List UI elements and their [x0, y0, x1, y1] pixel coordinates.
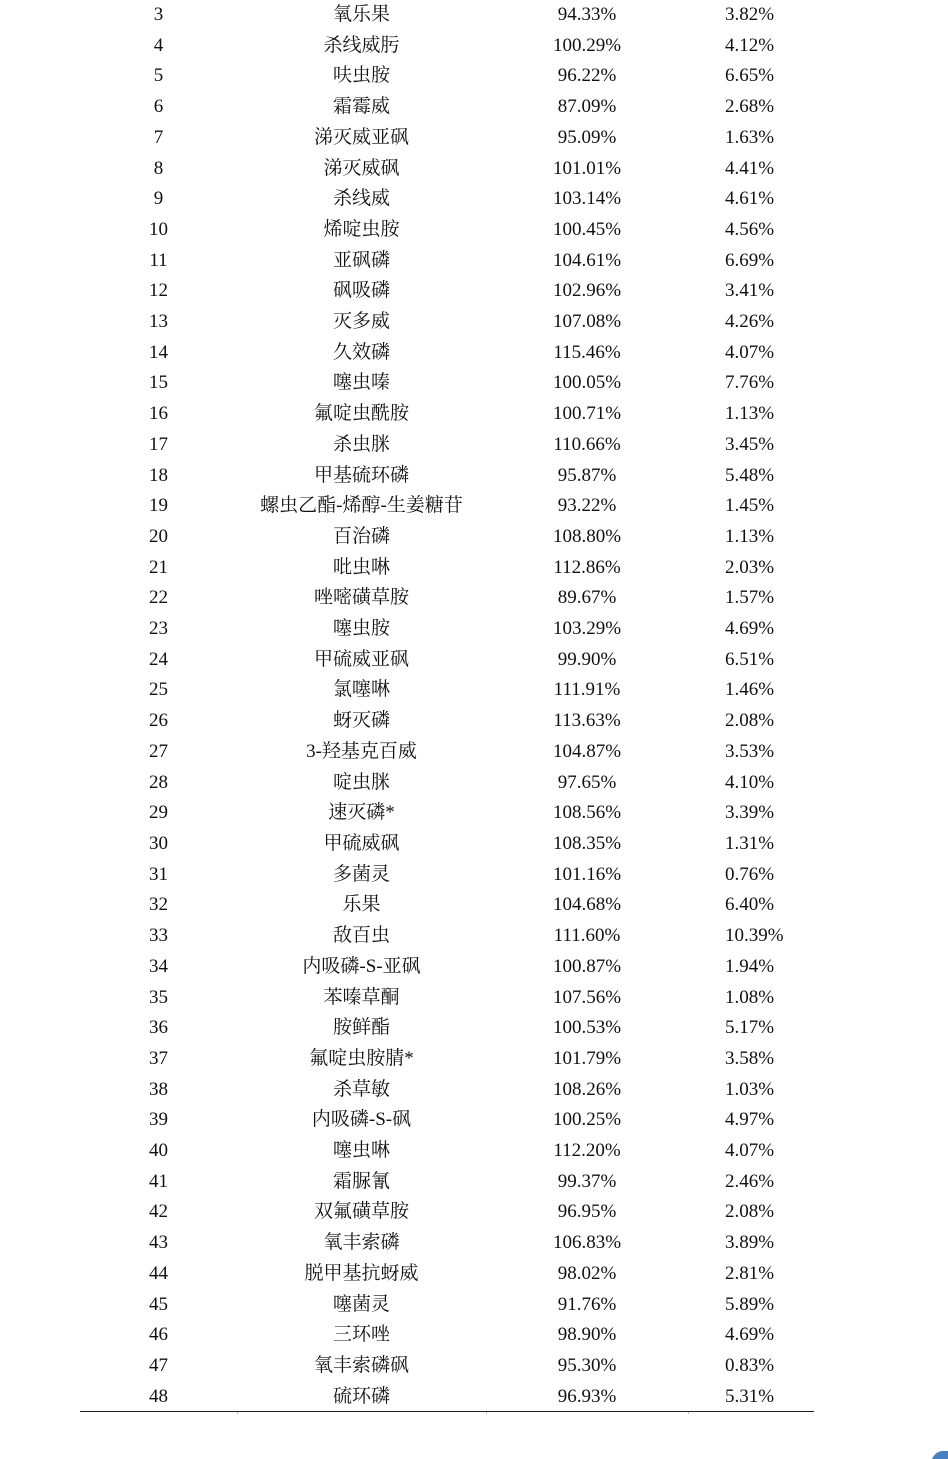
table-row: [80, 61, 814, 92]
recovery-rate-cell: 96.95%: [557, 1201, 617, 1223]
rsd-value-cell: 1.31%: [725, 832, 775, 854]
rsd-value-cell: 3.39%: [725, 802, 775, 824]
table-row: [80, 1228, 814, 1259]
rsd-value-cell: 3.82%: [725, 4, 775, 25]
table-row: [80, 430, 814, 461]
table-row: [80, 706, 814, 737]
rsd-value-cell: 1.46%: [725, 679, 775, 701]
row-number-cell: 25: [149, 679, 168, 701]
compound-name-cell: 杀线威: [332, 188, 390, 210]
recovery-rate-cell: 111.60%: [553, 925, 621, 947]
row-number-cell: 6: [153, 96, 164, 118]
compound-name-cell: 灭多威: [332, 311, 390, 333]
table-row: [80, 0, 814, 31]
row-number-cell: 47: [149, 1354, 168, 1376]
rsd-value-cell: 2.68%: [725, 96, 775, 118]
compound-name-cell: 三环唑: [332, 1324, 390, 1346]
rsd-value-cell: 1.94%: [725, 955, 775, 977]
rsd-value-cell: 1.08%: [725, 986, 775, 1008]
row-number-cell: 29: [149, 802, 168, 824]
row-number-cell: 27: [149, 740, 168, 762]
compound-name-cell: 蚜灭磷: [332, 710, 390, 732]
compound-name-cell: 甲硫威亚砜: [313, 648, 409, 670]
compound-name-cell: 氯噻啉: [332, 679, 390, 701]
recovery-rate-cell: 100.05%: [552, 372, 622, 394]
recovery-rate-cell: 107.56%: [552, 986, 622, 1008]
compound-name-cell: 霜霉威: [332, 96, 390, 118]
recovery-rate-cell: 96.22%: [557, 65, 617, 87]
recovery-rate-cell: 95.87%: [557, 464, 617, 486]
row-number-cell: 24: [149, 648, 168, 670]
compound-name-cell: 螺虫乙酯-烯醇-生姜糖苷: [260, 495, 463, 517]
recovery-rate-cell: 94.33%: [557, 4, 617, 25]
row-number-cell: 41: [149, 1170, 168, 1192]
recovery-rate-cell: 100.53%: [552, 1017, 622, 1039]
compound-name-cell: 杀线威肟: [323, 34, 400, 56]
recovery-rate-cell: 99.37%: [557, 1170, 617, 1192]
rsd-value-cell: 1.45%: [725, 495, 775, 517]
row-number-cell: 35: [149, 986, 168, 1008]
compound-name-cell: 涕灭威亚砜: [313, 126, 409, 148]
row-number-cell: 23: [149, 618, 168, 640]
recovery-rate-cell: 108.80%: [552, 525, 622, 547]
table-row: [80, 921, 814, 952]
rsd-value-cell: 3.58%: [725, 1047, 775, 1069]
table-row: [80, 1320, 814, 1351]
row-number-cell: 26: [149, 710, 168, 732]
recovery-rate-cell: 96.93%: [557, 1385, 617, 1407]
compound-name-cell: 杀草敏: [332, 1078, 390, 1100]
compound-name-cell: 甲硫威砜: [323, 832, 400, 854]
results-table-container: [80, 0, 814, 1412]
row-number-cell: 4: [153, 34, 164, 56]
table-row: [80, 307, 814, 338]
table-row: [80, 1105, 814, 1136]
row-number-cell: 43: [149, 1232, 168, 1254]
recovery-rate-cell: 112.86%: [553, 556, 621, 578]
table-row: [80, 890, 814, 921]
rsd-value-cell: 4.26%: [725, 311, 775, 333]
compound-name-cell: 多菌灵: [332, 863, 390, 885]
table-bottom-rule: [80, 1411, 814, 1412]
compound-name-cell: 敌百虫: [332, 925, 390, 947]
recovery-rate-cell: 108.26%: [552, 1078, 622, 1100]
recovery-rate-cell: 98.02%: [557, 1262, 617, 1284]
recovery-rate-cell: 108.35%: [552, 832, 622, 854]
recovery-rate-cell: 87.09%: [557, 96, 617, 118]
rsd-value-cell: 2.08%: [725, 710, 775, 732]
row-number-cell: 20: [149, 525, 168, 547]
rsd-value-cell: 4.41%: [725, 157, 775, 179]
rsd-value-cell: 3.45%: [725, 433, 775, 455]
table-row: [80, 983, 814, 1014]
rsd-value-cell: 1.57%: [725, 587, 775, 609]
row-number-cell: 11: [149, 249, 168, 271]
compound-name-cell: 乐果: [342, 894, 381, 916]
rsd-value-cell: 6.51%: [725, 648, 775, 670]
table-row: [80, 1197, 814, 1228]
row-number-cell: 8: [153, 157, 164, 179]
compound-name-cell: 苯嗪草酮: [323, 986, 400, 1008]
recovery-rate-cell: 97.65%: [557, 771, 617, 793]
rsd-value-cell: 3.89%: [725, 1232, 775, 1254]
table-row: [80, 1013, 814, 1044]
recovery-rate-cell: 100.71%: [552, 403, 622, 425]
rsd-value-cell: 4.56%: [725, 218, 775, 240]
recovery-rate-cell: 91.76%: [557, 1293, 617, 1315]
rsd-value-cell: 0.76%: [725, 863, 775, 885]
table-row: [80, 798, 814, 829]
recovery-rate-cell: 107.08%: [552, 311, 622, 333]
compound-name-cell: 唑嘧磺草胺: [313, 587, 409, 609]
table-row: [80, 829, 814, 860]
table-row: [80, 246, 814, 277]
compound-name-cell: 霜脲氰: [332, 1170, 390, 1192]
compound-name-cell: 烯啶虫胺: [323, 218, 400, 240]
recovery-rate-cell: 101.79%: [552, 1047, 622, 1069]
recovery-rate-cell: 100.45%: [552, 218, 622, 240]
table-row: [80, 522, 814, 553]
table-row: [80, 1075, 814, 1106]
recovery-rate-cell: 108.56%: [552, 802, 622, 824]
table-row: [80, 154, 814, 185]
rsd-value-cell: 4.97%: [725, 1109, 775, 1131]
rsd-value-cell: 6.69%: [725, 249, 775, 271]
compound-name-cell: 久效磷: [332, 341, 390, 363]
row-number-cell: 17: [149, 433, 168, 455]
row-number-cell: 18: [149, 464, 168, 486]
row-number-cell: 48: [149, 1385, 168, 1407]
table-row: [80, 461, 814, 492]
rsd-value-cell: 5.17%: [725, 1017, 775, 1039]
recovery-rate-cell: 101.01%: [552, 157, 622, 179]
table-row: [80, 1382, 814, 1413]
rsd-value-cell: 4.07%: [725, 341, 775, 363]
compound-name-cell: 亚砜磷: [332, 249, 390, 271]
compound-name-cell: 噻虫嗪: [332, 372, 390, 394]
rsd-value-cell: 4.69%: [725, 1324, 775, 1346]
table-row: [80, 276, 814, 307]
row-number-cell: 30: [149, 832, 168, 854]
recovery-rate-cell: 115.46%: [553, 341, 621, 363]
row-number-cell: 37: [149, 1047, 168, 1069]
row-number-cell: 16: [149, 403, 168, 425]
compound-name-cell: 内吸磷-S-砜: [311, 1109, 412, 1131]
rsd-value-cell: 5.31%: [725, 1385, 775, 1407]
compound-name-cell: 速灭磷*: [328, 802, 395, 824]
recovery-rate-cell: 113.63%: [553, 710, 621, 732]
rsd-value-cell: 3.53%: [725, 740, 775, 762]
row-number-cell: 46: [149, 1324, 168, 1346]
table-row: [80, 215, 814, 246]
table-row: [80, 368, 814, 399]
recovery-rate-cell: 103.29%: [552, 618, 622, 640]
compound-name-cell: 氟啶虫胺腈*: [309, 1047, 414, 1069]
compound-name-cell: 胺鲜酯: [332, 1017, 390, 1039]
compound-name-cell: 涕灭威砜: [323, 157, 400, 179]
recovery-rate-cell: 100.25%: [552, 1109, 622, 1131]
recovery-rate-cell: 99.90%: [557, 648, 617, 670]
row-number-cell: 12: [149, 280, 168, 302]
row-number-cell: 13: [149, 311, 168, 333]
row-number-cell: 22: [149, 587, 168, 609]
recovery-rate-cell: 102.96%: [552, 280, 622, 302]
table-row: [80, 1290, 814, 1321]
recovery-rate-cell: 95.30%: [557, 1354, 617, 1376]
compound-name-cell: 氧丰索磷砜: [313, 1354, 409, 1376]
table-row: [80, 338, 814, 369]
table-row: [80, 184, 814, 215]
recovery-rate-cell: 104.68%: [552, 894, 622, 916]
row-number-cell: 40: [149, 1140, 168, 1162]
row-number-cell: 32: [149, 894, 168, 916]
table-row: [80, 952, 814, 983]
rsd-value-cell: 5.48%: [725, 464, 775, 486]
table-row: [80, 399, 814, 430]
row-number-cell: 44: [149, 1262, 168, 1284]
compound-name-cell: 硫环磷: [332, 1385, 390, 1407]
table-row: [80, 31, 814, 62]
compound-name-cell: 氧乐果: [332, 4, 390, 25]
recovery-rate-cell: 104.61%: [552, 249, 622, 271]
row-number-cell: 7: [153, 126, 164, 148]
recovery-rate-cell: 100.29%: [552, 34, 622, 56]
compound-name-cell: 呋虫胺: [332, 65, 390, 87]
recovery-rate-cell: 89.67%: [557, 587, 617, 609]
table-row: [80, 491, 814, 522]
rsd-value-cell: 0.83%: [725, 1354, 775, 1376]
row-number-cell: 14: [149, 341, 168, 363]
row-number-cell: 42: [149, 1201, 168, 1223]
row-number-cell: 21: [149, 556, 168, 578]
compound-name-cell: 甲基硫环磷: [313, 464, 409, 486]
table-row: [80, 1167, 814, 1198]
rsd-value-cell: 4.12%: [725, 34, 775, 56]
recovery-rate-cell: 112.20%: [553, 1140, 621, 1162]
table-row: [80, 92, 814, 123]
compound-name-cell: 氟啶虫酰胺: [313, 403, 409, 425]
rsd-value-cell: 1.63%: [725, 126, 775, 148]
rsd-value-cell: 4.61%: [725, 188, 775, 210]
recovery-results-table: [80, 0, 814, 1412]
row-number-cell: 45: [149, 1293, 168, 1315]
table-row: [80, 553, 814, 584]
recovery-rate-cell: 93.22%: [557, 495, 617, 517]
rsd-value-cell: 4.69%: [725, 618, 775, 640]
compound-name-cell: 噻菌灵: [332, 1293, 390, 1315]
rsd-value-cell: 4.07%: [725, 1140, 775, 1162]
table-row: [80, 123, 814, 154]
rsd-value-cell: 4.10%: [725, 771, 775, 793]
row-number-cell: 38: [149, 1078, 168, 1100]
compound-name-cell: 吡虫啉: [332, 556, 390, 578]
table-row: [80, 675, 814, 706]
table-row: [80, 1351, 814, 1382]
compound-name-cell: 杀虫脒: [332, 433, 390, 455]
row-number-cell: 33: [149, 925, 168, 947]
row-number-cell: 19: [149, 495, 168, 517]
rsd-value-cell: 2.03%: [725, 556, 775, 578]
row-number-cell: 36: [149, 1017, 168, 1039]
table-row: [80, 860, 814, 891]
recovery-rate-cell: 101.16%: [552, 863, 622, 885]
column-divider-tick: [688, 1412, 689, 1414]
rsd-value-cell: 2.08%: [725, 1201, 775, 1223]
rsd-value-cell: 3.41%: [725, 280, 775, 302]
column-divider-tick: [237, 1412, 238, 1414]
table-row: [80, 614, 814, 645]
compound-name-cell: 双氟磺草胺: [313, 1201, 409, 1223]
compound-name-cell: 啶虫脒: [332, 771, 390, 793]
table-row: [80, 1259, 814, 1290]
row-number-cell: 10: [149, 218, 168, 240]
row-number-cell: 31: [149, 863, 168, 885]
compound-name-cell: 百治磷: [332, 525, 390, 547]
row-number-cell: 5: [153, 65, 164, 87]
rsd-value-cell: 1.13%: [725, 525, 775, 547]
row-number-cell: 39: [149, 1109, 168, 1131]
rsd-value-cell: 7.76%: [725, 372, 775, 394]
column-divider-tick: [486, 1412, 487, 1414]
row-number-cell: 3: [153, 4, 164, 25]
recovery-rate-cell: 110.66%: [553, 433, 621, 455]
recovery-rate-cell: 104.87%: [552, 740, 622, 762]
compound-name-cell: 3-羟基克百威: [306, 740, 417, 762]
table-row: [80, 645, 814, 676]
rsd-value-cell: 6.40%: [725, 894, 775, 916]
table-row: [80, 737, 814, 768]
recovery-rate-cell: 100.87%: [552, 955, 622, 977]
compound-name-cell: 内吸磷-S-亚砜: [302, 955, 421, 977]
blue-corner-logo-icon: [930, 1449, 948, 1459]
compound-name-cell: 砜吸磷: [332, 280, 390, 302]
compound-name-cell: 噻虫啉: [332, 1140, 390, 1162]
recovery-rate-cell: 95.09%: [557, 126, 617, 148]
table-row: [80, 1136, 814, 1167]
table-row: [80, 768, 814, 799]
rsd-value-cell: 1.13%: [725, 403, 775, 425]
row-number-cell: 28: [149, 771, 168, 793]
rsd-value-cell: 6.65%: [725, 65, 775, 87]
table-row: [80, 583, 814, 614]
compound-name-cell: 氧丰索磷: [323, 1232, 400, 1254]
rsd-value-cell: 10.39%: [725, 925, 784, 947]
row-number-cell: 15: [149, 372, 168, 394]
recovery-rate-cell: 98.90%: [557, 1324, 617, 1346]
rsd-value-cell: 1.03%: [725, 1078, 775, 1100]
recovery-rate-cell: 103.14%: [552, 188, 622, 210]
rsd-value-cell: 2.46%: [725, 1170, 775, 1192]
compound-name-cell: 脱甲基抗蚜威: [304, 1262, 419, 1284]
rsd-value-cell: 2.81%: [725, 1262, 775, 1284]
recovery-rate-cell: 106.83%: [552, 1232, 622, 1254]
row-number-cell: 9: [153, 188, 164, 210]
rsd-value-cell: 5.89%: [725, 1293, 775, 1315]
row-number-cell: 34: [149, 955, 168, 977]
table-body: [80, 0, 814, 1412]
recovery-rate-cell: 111.91%: [553, 679, 621, 701]
table-row: [80, 1044, 814, 1075]
compound-name-cell: 噻虫胺: [332, 618, 390, 640]
